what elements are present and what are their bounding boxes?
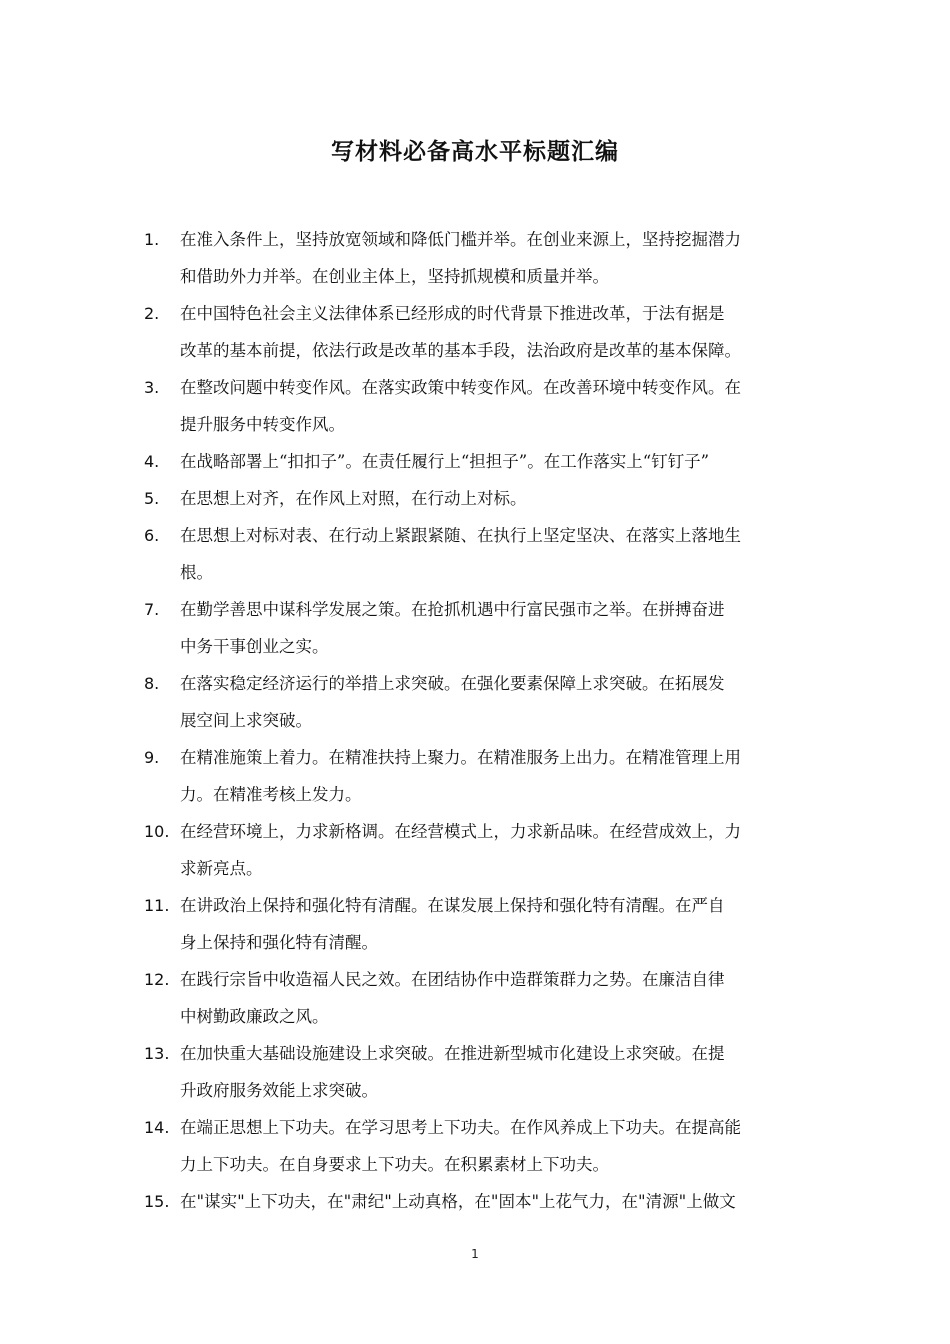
item-text-line: 力。在精准考核上发力。	[180, 785, 362, 804]
list-item	[0, 740, 950, 813]
list-item	[0, 1036, 950, 1109]
item-number: 13.	[144, 1044, 170, 1063]
document-title: 写材料必备高水平标题汇编	[331, 139, 619, 165]
item-number: 5.	[144, 489, 160, 508]
item-number: 12.	[144, 970, 170, 989]
item-number: 7.	[144, 600, 160, 619]
item-number: 15.	[144, 1192, 170, 1211]
item-text-line: 展空间上求突破。	[180, 711, 312, 730]
item-text-line: 在端正思想上下功夫。在学习思考上下功夫。在作风养成上下功夫。在提高能	[180, 1118, 741, 1137]
list-item	[0, 518, 950, 591]
item-text-line: 根。	[180, 563, 213, 582]
item-text-line: 力上下功夫。在自身要求上下功夫。在积累素材上下功夫。	[180, 1155, 609, 1174]
list-item	[0, 814, 950, 887]
item-text-line: 在"谋实"上下功夫，在"肃纪"上动真格，在"固本"上花气力，在"清源"上做文	[180, 1192, 736, 1211]
item-number: 9.	[144, 748, 160, 767]
item-text-line: 在加快重大基础设施建设上求突破。在推进新型城市化建设上求突破。在提	[180, 1044, 725, 1063]
list-item	[0, 962, 950, 1035]
item-number: 8.	[144, 674, 160, 693]
list-item	[0, 888, 950, 961]
item-number: 10.	[144, 822, 170, 841]
item-number: 1.	[144, 230, 160, 249]
item-number: 14.	[144, 1118, 170, 1137]
item-number: 3.	[144, 378, 160, 397]
item-text-line: 中树勤政廉政之风。	[180, 1007, 329, 1026]
list-item	[0, 1184, 950, 1220]
item-text-line: 在思想上对标对表、在行动上紧跟紧随、在执行上坚定坚决、在落实上落地生	[180, 526, 741, 545]
item-text-line: 升政府服务效能上求突破。	[180, 1081, 378, 1100]
item-text-line: 在整改问题中转变作风。在落实政策中转变作风。在改善环境中转变作风。在	[180, 378, 741, 397]
list-item	[0, 666, 950, 739]
list-item	[0, 1110, 950, 1183]
item-text-line: 在经营环境上，力求新格调。在经营模式上，力求新品味。在经营成效上，力	[180, 822, 741, 841]
list-item	[0, 296, 950, 369]
item-number: 2.	[144, 304, 160, 323]
item-text-line: 在思想上对齐，在作风上对照，在行动上对标。	[180, 489, 527, 508]
item-text-line: 在准入条件上，坚持放宽领域和降低门槛并举。在创业来源上，坚持挖掘潜力	[180, 230, 741, 249]
list-item	[0, 592, 950, 665]
item-text-line: 求新亮点。	[180, 859, 263, 878]
item-text-line: 和借助外力并举。在创业主体上，坚持抓规模和质量并举。	[180, 267, 609, 286]
item-text-line: 在勤学善思中谋科学发展之策。在抢抓机遇中行富民强市之举。在拼搏奋进	[180, 600, 725, 619]
item-text-line: 在战略部署上“扣扣子”。在责任履行上“担担子”。在工作落实上“钉钉子”	[180, 452, 710, 471]
item-text-line: 在践行宗旨中收造福人民之效。在团结协作中造群策群力之势。在廉洁自律	[180, 970, 725, 989]
item-text-line: 在精准施策上着力。在精准扶持上聚力。在精准服务上出力。在精准管理上用	[180, 748, 741, 767]
item-number: 6.	[144, 526, 160, 545]
page-number: 1	[471, 1247, 479, 1261]
item-number: 11.	[144, 896, 170, 915]
item-text-line: 改革的基本前提，依法行政是改革的基本手段，法治政府是改革的基本保障。	[180, 341, 741, 360]
item-number: 4.	[144, 452, 160, 471]
list-item	[0, 481, 950, 517]
item-text-line: 中务干事创业之实。	[180, 637, 329, 656]
item-text-line: 身上保持和强化特有清醒。	[180, 933, 378, 952]
title-list	[0, 222, 950, 1220]
item-text-line: 在落实稳定经济运行的举措上求突破。在强化要素保障上求突破。在拓展发	[180, 674, 725, 693]
item-text-line: 在中国特色社会主义法律体系已经形成的时代背景下推进改革，于法有据是	[180, 304, 725, 323]
item-text-line: 提升服务中转变作风。	[180, 415, 345, 434]
list-item	[0, 222, 950, 295]
item-text-line: 在讲政治上保持和强化特有清醒。在谋发展上保持和强化特有清醒。在严自	[180, 896, 725, 915]
list-item	[0, 444, 950, 480]
list-item	[0, 370, 950, 443]
